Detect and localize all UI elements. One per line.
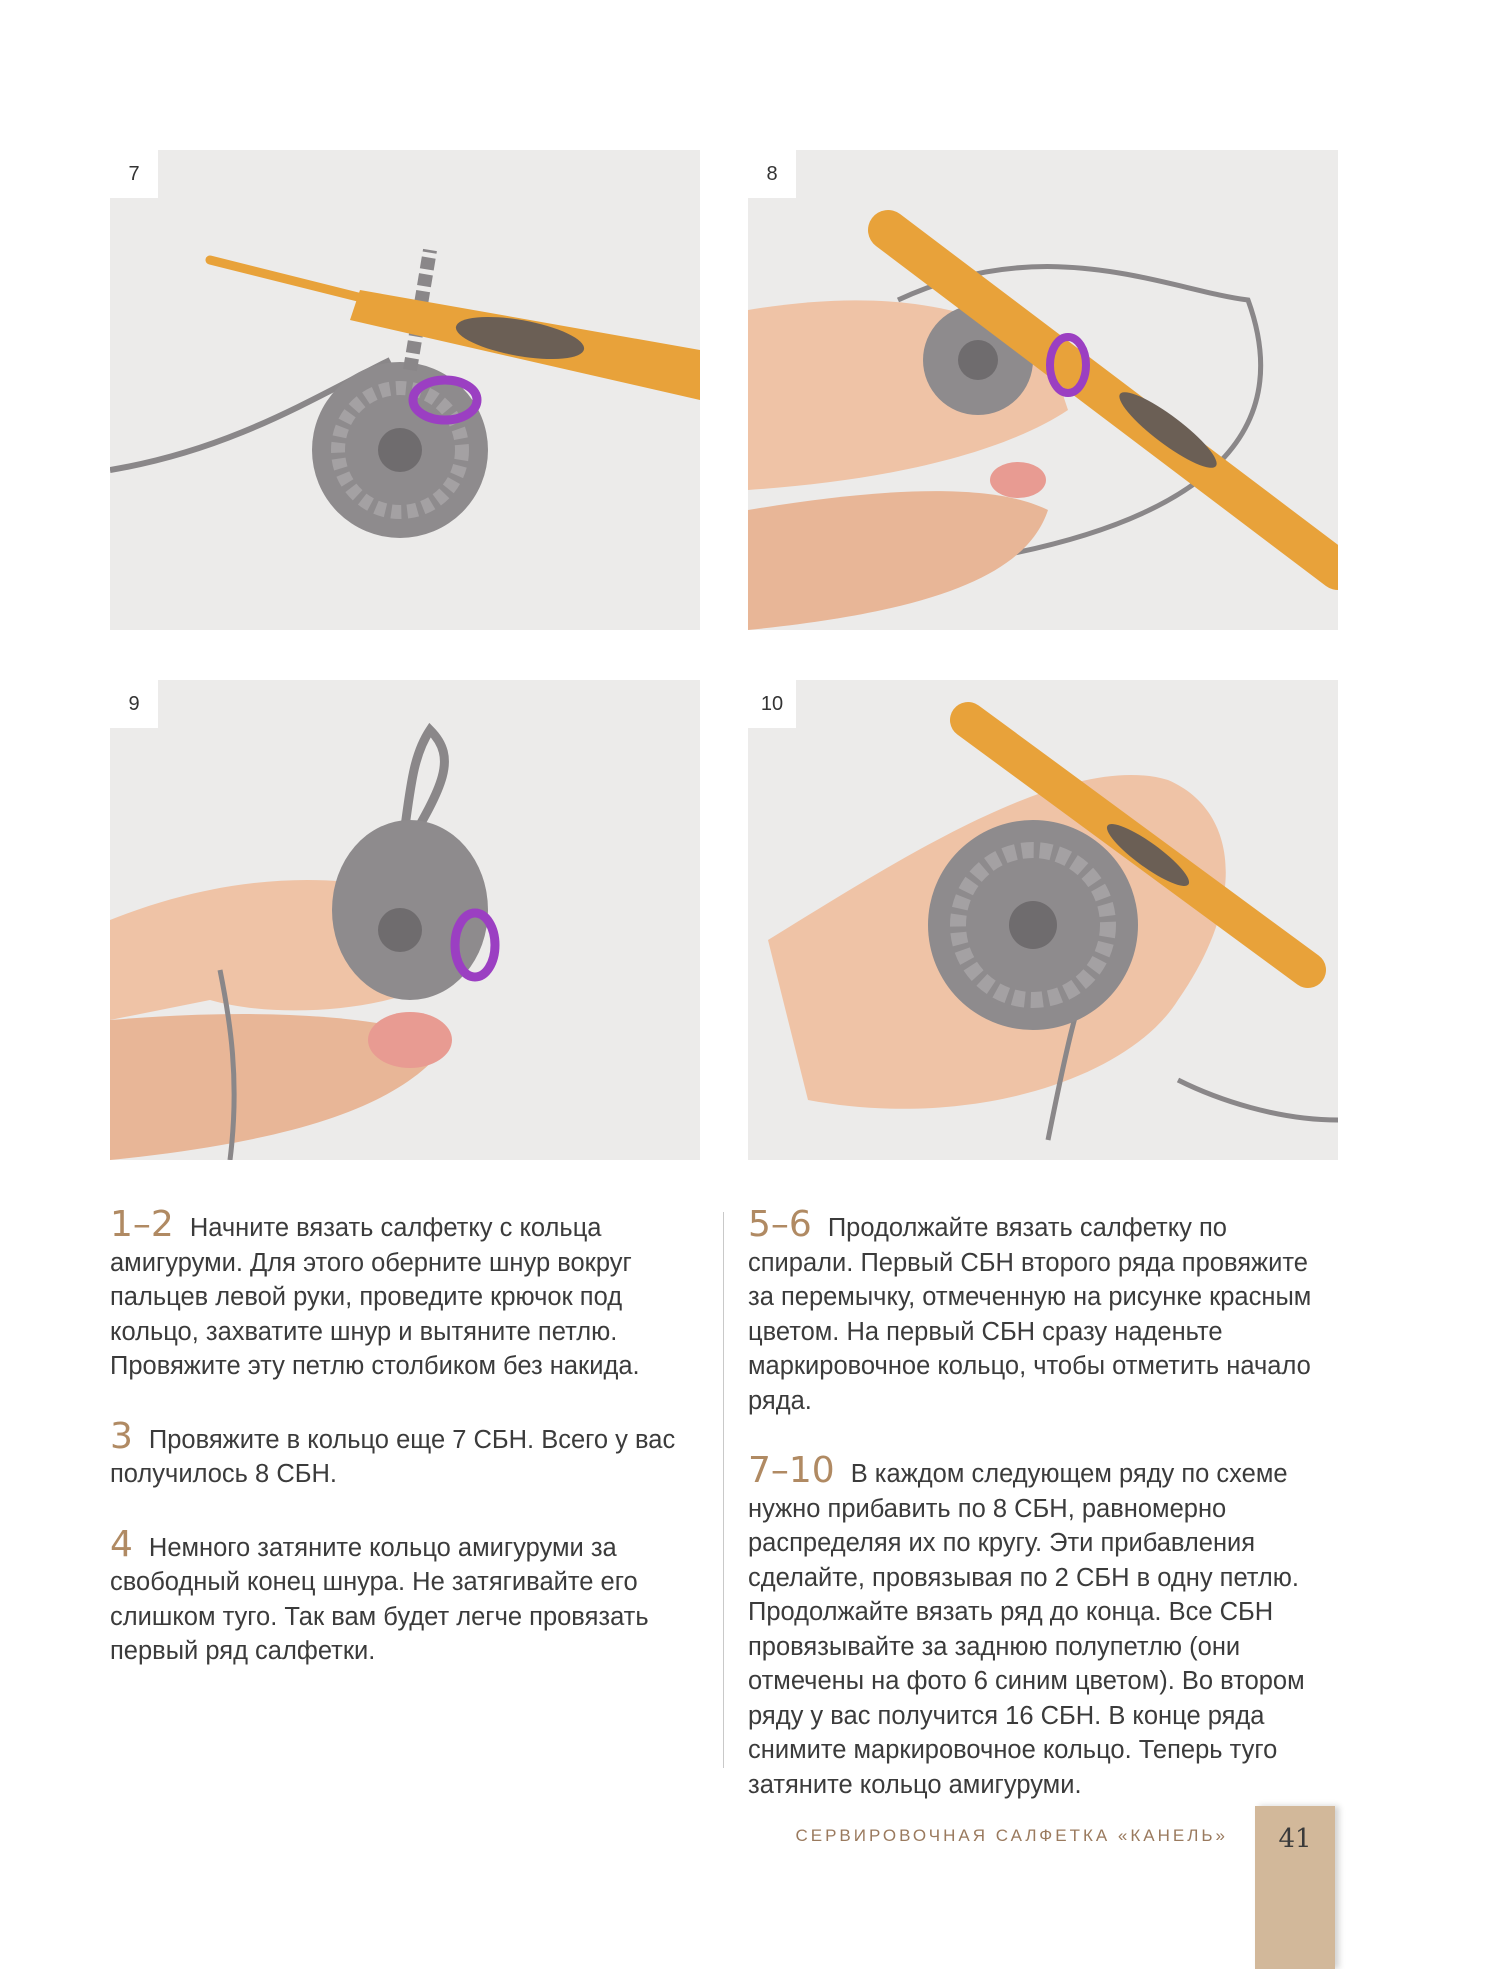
step-paragraph [110, 1415, 700, 1492]
step-text: Провяжите в кольцо еще 7 СБН. Всего у вас получилось 8 СБН. [110, 1425, 676, 1488]
column-divider [723, 1212, 724, 1768]
step-paragraph [110, 1204, 700, 1384]
crochet-photo-7-illustration [110, 150, 700, 630]
step-number: 3 [110, 1415, 133, 1457]
photo-step-7 [110, 150, 700, 630]
step-paragraph [748, 1204, 1338, 1418]
page-number-tab [1255, 1806, 1335, 1969]
photo-number: 8 [748, 150, 796, 198]
photo-number: 10 [748, 680, 796, 728]
instructions-left-column [110, 1204, 700, 1705]
step-paragraph [110, 1523, 700, 1669]
step-text: Продолжайте вязать салфетку по спирали. Первый СБН второго ряда провяжите за перемычку, отмеченную на рисунке красным цветом. На первый СБН сразу наденьте маркировочное кольцо, чтобы отметить начало ряда. [748, 1214, 1312, 1415]
photo-step-8 [748, 150, 1338, 630]
instructions-right-column [748, 1204, 1338, 1838]
step-text: Немного затяните кольцо амигуруми за свободный конец шнура. Не затягивайте его слишком туго. Так вам будет легче провязать первый ряд салфетки. [110, 1533, 649, 1665]
crochet-photo-10-illustration [748, 680, 1338, 1160]
crochet-photo-9-illustration [110, 680, 700, 1160]
step-text: В каждом следующем ряду по схеме нужно прибавить по 8 СБН, равномерно распределяя их по кругу. Эти прибавления сделайте, провязывая по 2 СБН в одну петлю. Продолжайте вязать ряд до конца. Все СБН провязывайте за заднюю полупетлю (они отмечены на фото 6 синим цветом). Во втором ряду у вас получится 16 СБН. В конце ряда снимите маркировочное кольцо. Теперь туго затяните кольцо амигуруми. [748, 1460, 1305, 1799]
photo-step-9 [110, 680, 700, 1160]
photo-number: 9 [110, 680, 158, 728]
step-number: 4 [110, 1523, 133, 1565]
step-paragraph [748, 1450, 1338, 1802]
step-number: 7–10 [748, 1450, 835, 1491]
running-footer-title: СЕРВИРОВОЧНАЯ САЛФЕТКА «КАНЕЛЬ» [795, 1826, 1228, 1845]
crochet-photo-8-illustration [748, 150, 1338, 630]
step-number: 5–6 [748, 1204, 812, 1245]
photo-number: 7 [110, 150, 158, 198]
step-number: 1–2 [110, 1204, 174, 1245]
photo-step-10 [748, 680, 1338, 1160]
page-number: 41 [1278, 1824, 1312, 1854]
step-text: Начните вязать салфетку с кольца амигуруми. Для этого оберните шнур вокруг пальцев левой руки, проведите крючок под кольцо, захватите шнур и вытяните петлю. Провяжите эту петлю столбиком без накида. [110, 1214, 640, 1380]
